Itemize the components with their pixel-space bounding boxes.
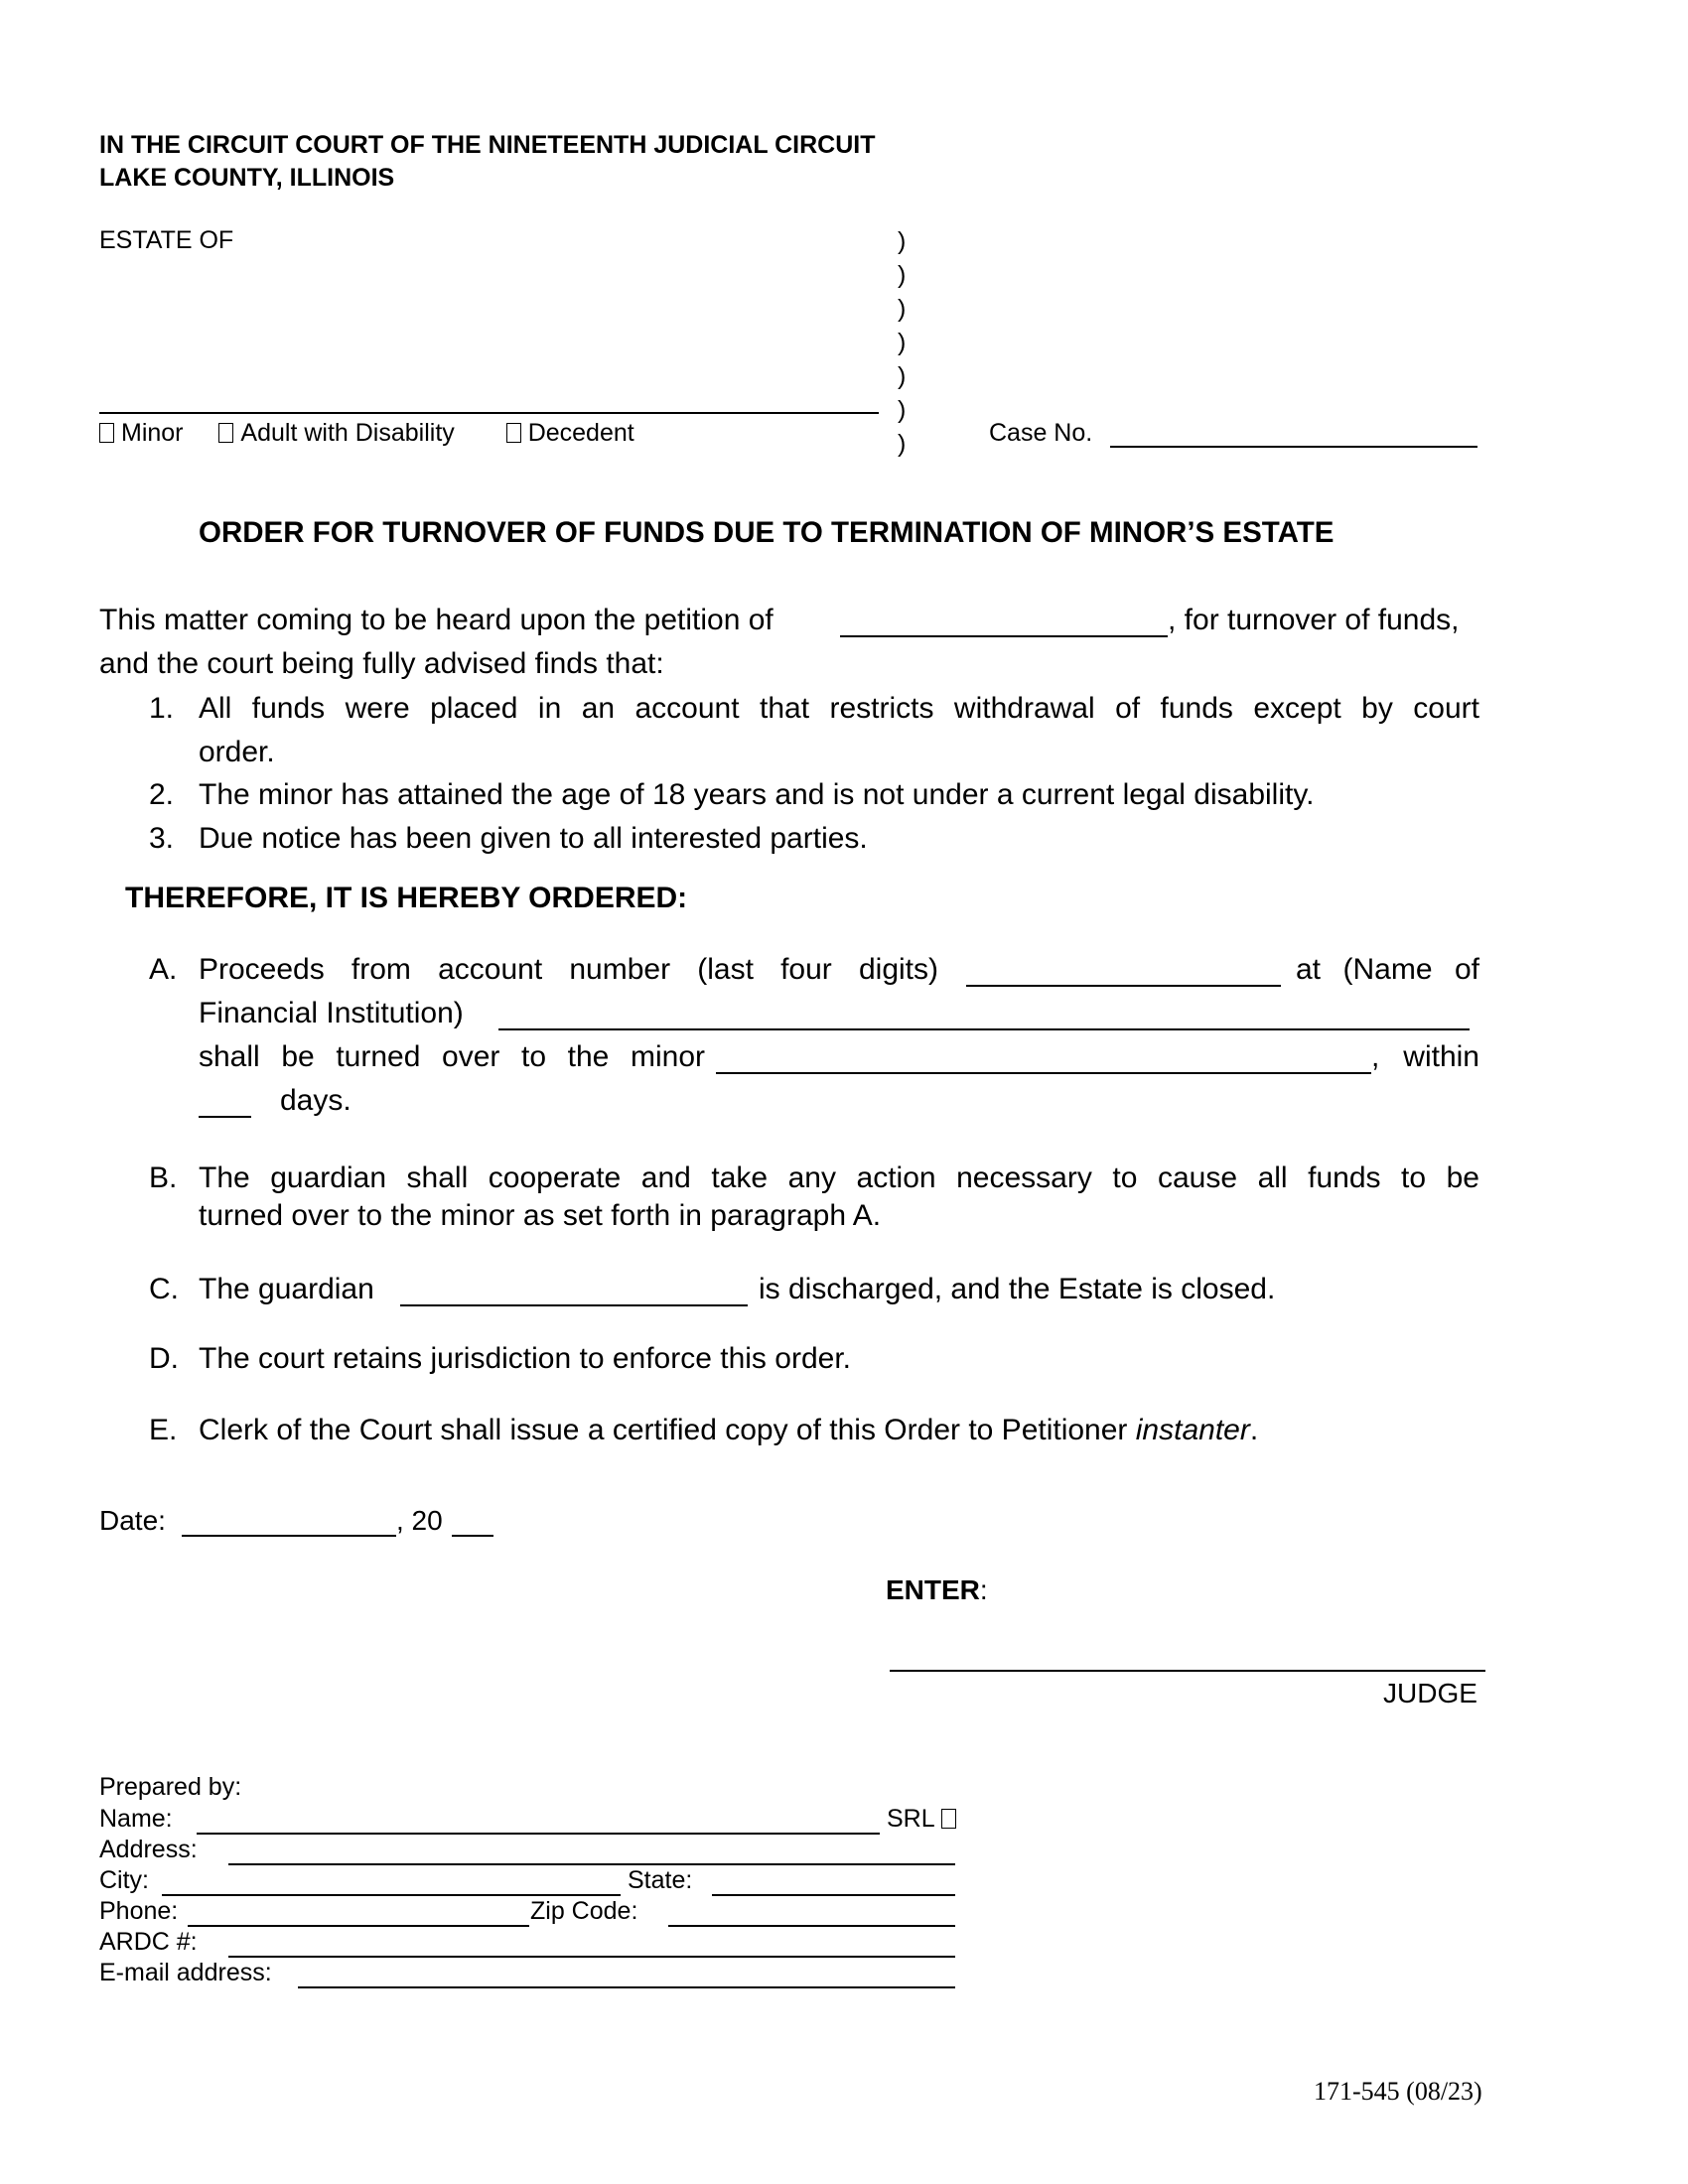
estate-name-line[interactable]: [99, 412, 879, 414]
order-b-letter: B.: [149, 1161, 178, 1194]
order-d-letter: D.: [149, 1342, 179, 1375]
date-label: Date:: [99, 1505, 166, 1536]
case-no-label: Case No.: [989, 419, 1093, 447]
account-number-line[interactable]: [966, 985, 1281, 987]
days-line[interactable]: [199, 1116, 251, 1118]
therefore-heading: THEREFORE, IT IS HEREBY ORDERED:: [125, 882, 688, 914]
address-line[interactable]: [228, 1863, 955, 1865]
order-a-line1a: Proceeds from account number (last four digits): [199, 953, 938, 986]
county-name: LAKE COUNTY, ILLINOIS: [99, 164, 395, 192]
intro-part2: , for turnover of funds,: [1168, 604, 1460, 636]
city-label: City:: [99, 1866, 149, 1894]
order-a-line4: days.: [280, 1084, 352, 1117]
ardc-label: ARDC #:: [99, 1928, 198, 1956]
date-year-line[interactable]: [452, 1535, 493, 1537]
instanter-word: instanter: [1135, 1414, 1250, 1446]
order-a-line3b: , within: [1371, 1040, 1479, 1073]
order-a-line1b: at (Name of: [1296, 953, 1479, 986]
finding-1-line1: All funds were placed in an account that restricts withdrawal of funds except by court: [199, 692, 1479, 725]
order-c-letter: C.: [149, 1273, 179, 1305]
checkbox-minor[interactable]: Minor: [99, 419, 184, 447]
order-b-line2: turned over to the minor as set forth in paragraph A.: [199, 1199, 882, 1232]
case-no-line[interactable]: [1110, 446, 1477, 448]
intro-line2: and the court being fully advised finds that:: [99, 647, 664, 680]
order-a-letter: A.: [149, 953, 178, 986]
court-name: IN THE CIRCUIT COURT OF THE NINETEENTH JUDICIAL CIRCUIT: [99, 131, 876, 159]
caption-parens: ) ) ) ) ) ) ): [898, 227, 907, 458]
checkbox-icon[interactable]: [99, 423, 114, 443]
checkbox-icon[interactable]: [218, 423, 233, 443]
zip-label: Zip Code:: [530, 1897, 638, 1925]
order-a-line3a: shall be turned over to the minor: [199, 1040, 705, 1073]
estate-of-label: ESTATE OF: [99, 226, 234, 254]
checkbox-icon[interactable]: [506, 423, 521, 443]
checkbox-icon[interactable]: [941, 1809, 956, 1829]
checkbox-adult-with-disability[interactable]: Adult with Disability: [218, 419, 454, 447]
phone-line[interactable]: [188, 1925, 529, 1927]
phone-label: Phone:: [99, 1897, 179, 1925]
form-number: 171-545 (08/23): [1314, 2077, 1482, 2106]
finding-1-line2: order.: [199, 736, 275, 768]
state-line[interactable]: [712, 1894, 955, 1896]
court-header: [99, 129, 875, 195]
petitioner-line[interactable]: [840, 635, 1168, 637]
estate-type-checkboxes: [99, 419, 634, 448]
name-label: Name:: [99, 1805, 173, 1833]
srl-checkbox[interactable]: SRL: [887, 1805, 963, 1834]
finding-3-text: Due notice has been given to all interested parties.: [199, 822, 868, 855]
guardian-name-line[interactable]: [400, 1304, 748, 1306]
judge-label: JUDGE: [1383, 1678, 1477, 1708]
judge-signature-line[interactable]: [890, 1670, 1485, 1672]
name-line[interactable]: [197, 1833, 880, 1835]
finding-2-text: The minor has attained the age of 18 years and is not under a current legal disability.: [199, 778, 1315, 811]
finding-2-num: 2.: [149, 778, 175, 811]
prepared-by-title: Prepared by:: [99, 1773, 242, 1801]
email-line[interactable]: [298, 1986, 955, 1988]
email-label: E-mail address:: [99, 1959, 272, 1986]
minor-name-line[interactable]: [716, 1072, 1371, 1074]
finding-3-num: 3.: [149, 822, 175, 855]
enter-label: ENTER:: [886, 1574, 988, 1605]
order-a-line2: Financial Institution): [199, 997, 464, 1029]
order-c-line1a: The guardian: [199, 1273, 374, 1305]
intro-part1: This matter coming to be heard upon the petition of: [99, 604, 774, 636]
financial-institution-line[interactable]: [498, 1028, 1470, 1030]
city-line[interactable]: [162, 1894, 621, 1896]
checkbox-decedent[interactable]: Decedent: [506, 419, 634, 447]
order-c-line1b: is discharged, and the Estate is closed.: [759, 1273, 1276, 1305]
zip-line[interactable]: [668, 1925, 955, 1927]
date-line[interactable]: [182, 1535, 396, 1537]
address-label: Address:: [99, 1836, 198, 1863]
state-label: State:: [628, 1866, 693, 1894]
finding-1-num: 1.: [149, 692, 175, 725]
order-e-line1: Clerk of the Court shall issue a certified copy of this Order to Petitioner instanter.: [199, 1414, 1259, 1446]
page-title: ORDER FOR TURNOVER OF FUNDS DUE TO TERMINATION OF MINOR’S ESTATE: [199, 516, 1335, 549]
ardc-line[interactable]: [228, 1956, 955, 1958]
order-b-line1: The guardian shall cooperate and take any action necessary to cause all funds to be: [199, 1161, 1479, 1194]
order-d-line1: The court retains jurisdiction to enforce this order.: [199, 1342, 851, 1375]
date-year-prefix: , 20: [396, 1505, 443, 1536]
order-e-letter: E.: [149, 1414, 178, 1446]
